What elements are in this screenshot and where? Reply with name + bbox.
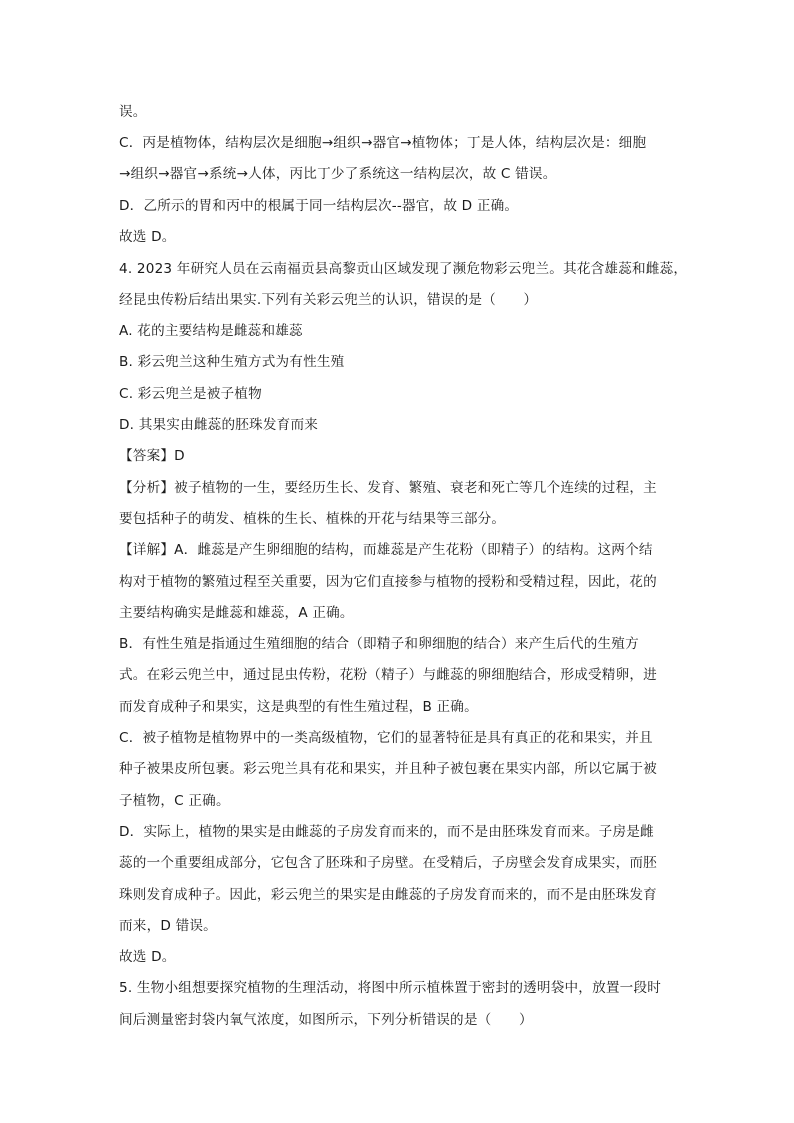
text-line: 故选 D。 [119,949,176,965]
explanation: 种子被果皮所包裹。彩云兜兰具有花和果实，并且种子被包裹在果实内部，所以它属于被 [119,761,657,777]
question-4-stem: 经昆虫传粉后结出果实.下列有关彩云兜兰的认识，错误的是（ ） [119,292,538,308]
text-line: C．丙是植物体，结构层次是细胞→组织→器官→植物体；丁是人体，结构层次是：细胞 [119,135,647,151]
option-d: D. 其果实由雌蕊的胚珠发育而来 [119,417,319,433]
option-c: C. 彩云兜兰是被子植物 [119,386,262,402]
text-line: →组织→器官→系统→人体，丙比丁少了系统这一结构层次，故 C 错误。 [119,166,557,182]
analysis: 【分析】被子植物的一生，要经历生长、发育、繁殖、衰老和死亡等几个连续的过程，主 [119,480,657,496]
explanation: 而来，D 错误。 [119,918,217,934]
answer: 【答案】D [119,448,185,464]
option-b: B. 彩云兜兰这种生殖方式为有性生殖 [119,354,345,370]
question-5-stem: 间后测量密封袋内氧气浓度，如图所示，下列分析错误的是（ ） [119,1012,533,1028]
analysis: 要包括种子的萌发、植株的生长、植株的开花与结果等三部分。 [119,511,506,527]
explanation: 式。在彩云兜兰中，通过昆虫传粉，花粉（精子）与雌蕊的卵细胞结合，形成受精卵，进 [119,667,657,683]
explanation: 构对于植物的繁殖过程至关重要，因为它们直接参与植物的授粉和受精过程，因此，花的 [119,574,657,590]
explanation: 而发育成种子和果实，这是典型的有性生殖过程，B 正确。 [119,699,478,715]
question-4-stem: 4. 2023 年研究人员在云南福贡县高黎贡山区域发现了濒危物彩云兜兰。其花含雄蕊和雌蕊， [119,261,688,277]
text-line: D．乙所示的胃和丙中的根属于同一结构层次--器官，故 D 正确。 [119,198,519,214]
explanation: C．被子植物是植物界中的一类高级植物，它们的显著特征是具有真正的花和果实，并且 [119,730,653,746]
explanation: 蕊的一个重要组成部分，它包含了胚珠和子房壁。在受精后，子房壁会发育成果实，而胚 [119,855,657,871]
explanation: D．实际上，植物的果实是由雌蕊的子房发育而来的，而不是由胚珠发育而来。子房是雌 [119,824,654,840]
explanation: 子植物，C 正确。 [119,793,230,809]
text-line: 误。 [119,104,147,120]
question-5-stem: 5. 生物小组想要探究植物的生理活动，将图中所示植株置于密封的透明袋中，放置一段时 [119,980,662,996]
explanation: 主要结构确实是雌蕊和雄蕊，A 正确。 [119,605,354,621]
text-line: 故选 D。 [119,229,176,245]
explanation: 【详解】A．雌蕊是产生卵细胞的结构，而雄蕊是产生花粉（即精子）的结构。这两个结 [119,542,653,558]
explanation: 珠则发育成种子。因此，彩云兜兰的果实是由雌蕊的子房发育而来的，而不是由胚珠发育 [119,887,657,903]
explanation: B．有性生殖是指通过生殖细胞的结合（即精子和卵细胞的结合）来产生后代的生殖方 [119,636,639,652]
option-a: A. 花的主要结构是雌蕊和雄蕊 [119,323,303,339]
